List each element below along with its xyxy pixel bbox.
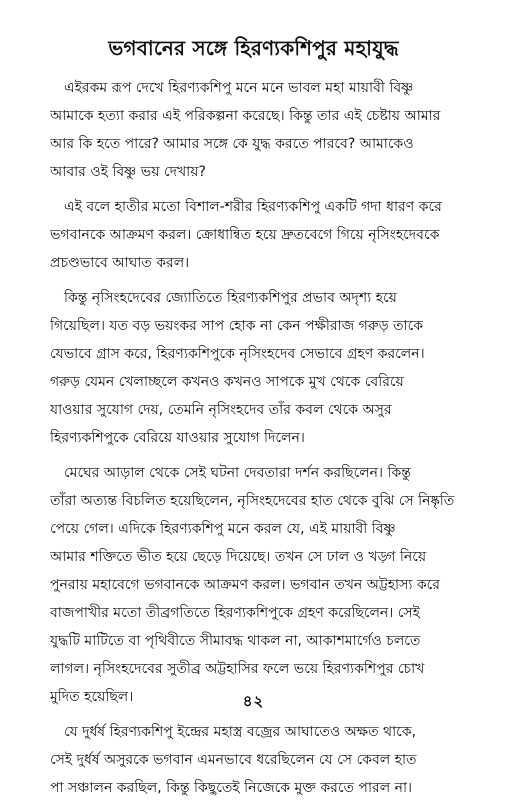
text-line: ভগবানকে আক্রমণ করল। ক্রোধান্বিত হয়ে দ্রুতবেগে গিয়ে নৃসিংহদেবকে — [50, 227, 440, 243]
chapter-title: ভগবানের সঙ্গে হিরণ্যকশিপুর মহাযুদ্ধ — [108, 36, 399, 60]
text-line: আমাকে হত্যা করার এই পরিকল্পনা করেছে। কিন্তু তার এই চেষ্টায় আমার — [50, 108, 441, 124]
text-line: লাগল। নৃসিংহদেবের সুতীব্র অট্টহাসির ফলে ভয়ে হিরণ্যকশিপুর চোখ — [50, 661, 425, 677]
text-line: তাঁরা অত্যন্ত বিচলিত হয়েছিলেন, নৃসিংহদেবের হাত থেকে বুঝি সে নিষ্কৃতি — [50, 493, 455, 509]
text-line: কিন্তু নৃসিংহদেবের জ্যোতিতে হিরণ্যকশিপুর প্রভাব অদৃশ্য হয়ে — [64, 290, 397, 306]
text-line: হিরণ্যকশিপুকে বেরিয়ে যাওয়ার সুযোগ দিলেন। — [50, 430, 305, 446]
text-line: এইরকম রূপ দেখে হিরণ্যকশিপু মনে মনে ভাবল মহা মায়াবী বিষ্ণু — [64, 80, 414, 96]
text-line: আমার শক্তিতে ভীত হয়ে ছেড়ে দিয়েছে। তখন সে ঢাল ও খড়্গ নিয়ে — [50, 549, 427, 565]
text-line: প্রচণ্ডভাবে আঘাত করল। — [50, 255, 190, 271]
text-line: যুদ্ধটি মাটিতে বা পৃথিবীতে সীমাবদ্ধ থাকল না, আকাশমার্গেও চলতে — [50, 633, 421, 649]
text-line: গিয়েছিল। যত বড় ভয়ংকর সাপ হোক না কেন পক্ষীরাজ গরুড় তাকে — [50, 318, 424, 334]
text-line: মেঘের আড়াল থেকে সেই ঘটনা দেবতারা দর্শন করছিলেন। কিন্তু — [64, 465, 411, 481]
text-line: আর কি হতে পারে? আমার সঙ্গে কে যুদ্ধ করতে পারবে? আমাকেও — [50, 136, 414, 152]
paragraph — [50, 193, 455, 277]
text-line: পুনরায় মহাবেগে ভগবানকে আক্রমণ করল। ভগবান তখন অট্টহাস্য করে — [50, 577, 440, 593]
text-line: মুদিত হয়েছিল। — [50, 689, 134, 705]
paragraph — [50, 74, 455, 186]
text-line: যাওয়ার সুযোগ দেয়, তেমনি নৃসিংহদেব তাঁর কবল থেকে অসুর — [50, 402, 392, 418]
text-line: গরুড় যেমন খেলাচ্ছলে কখনও কখনও সাপকে মুখ থেকে বেরিয়ে — [50, 374, 404, 390]
text-line: এই বলে হাতীর মতো বিশাল-শরীর হিরণ্যকশিপু একটি গদা ধারণ করে — [64, 199, 442, 215]
text-line: যেভাবে গ্রাস করে, হিরণ্যকশিপুকে নৃসিংহদেব সেভাবে গ্রহণ করলেন। — [50, 346, 425, 362]
text-line: পেয়ে গেল। এদিকে হিরণ্যকশিপু মনে করল যে, এই মায়াবী বিষ্ণু — [50, 521, 396, 537]
text-line: যে দুর্ধর্ষ হিরণ্যকশিপু ইন্দ্রের মহাস্ত্র বজ্রের আঘাতেও অক্ষত থাকে, — [64, 724, 417, 740]
text-line: বাজপাখীর মতো তীব্রগতিতে হিরণ্যকশিপুকে গ্রহণ করেছিলেন। সেই — [50, 605, 420, 621]
text-line: পা সঞ্চালন করছিল, কিন্তু কিছুতেই নিজেকে মুক্ত করতে পারল না। — [50, 780, 413, 796]
paragraph — [50, 284, 455, 452]
page-number: ৪২ — [242, 692, 265, 710]
paragraph — [50, 459, 455, 711]
paragraph — [50, 718, 455, 802]
text-line: সেই দুর্ধর্ষ অসুরকে ভগবান এমনভাবে ধরেছিলেন যে সে কেবল হাত — [50, 752, 417, 768]
text-line: আবার ওই বিষ্ণু ভয় দেখায়? — [50, 164, 206, 180]
